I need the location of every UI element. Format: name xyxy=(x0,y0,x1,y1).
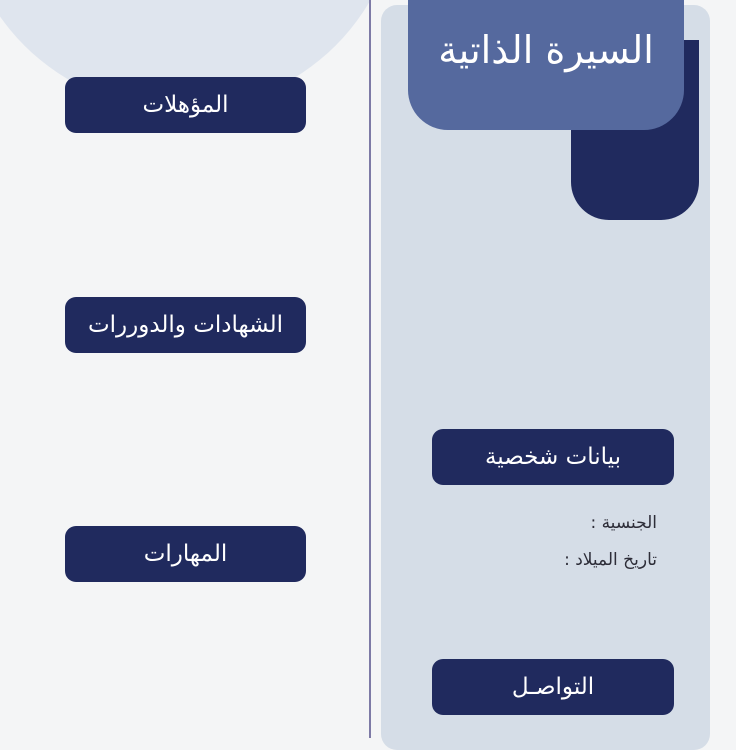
personal-info-section-button[interactable]: بيانات شخصية xyxy=(432,429,674,485)
page-title: السيرة الذاتية xyxy=(438,28,654,72)
qualifications-section-button[interactable]: المؤهلات xyxy=(65,77,306,133)
nationality-field: الجنسية : xyxy=(590,513,657,533)
vertical-divider xyxy=(369,0,371,738)
certificates-courses-section-button[interactable]: الشهادات والدوررات xyxy=(65,297,306,353)
title-banner xyxy=(408,0,684,130)
birthdate-field: تاريخ الميلاد : xyxy=(564,550,657,570)
skills-section-button[interactable]: المهارات xyxy=(65,526,306,582)
contact-section-button[interactable]: التواصـل xyxy=(432,659,674,715)
